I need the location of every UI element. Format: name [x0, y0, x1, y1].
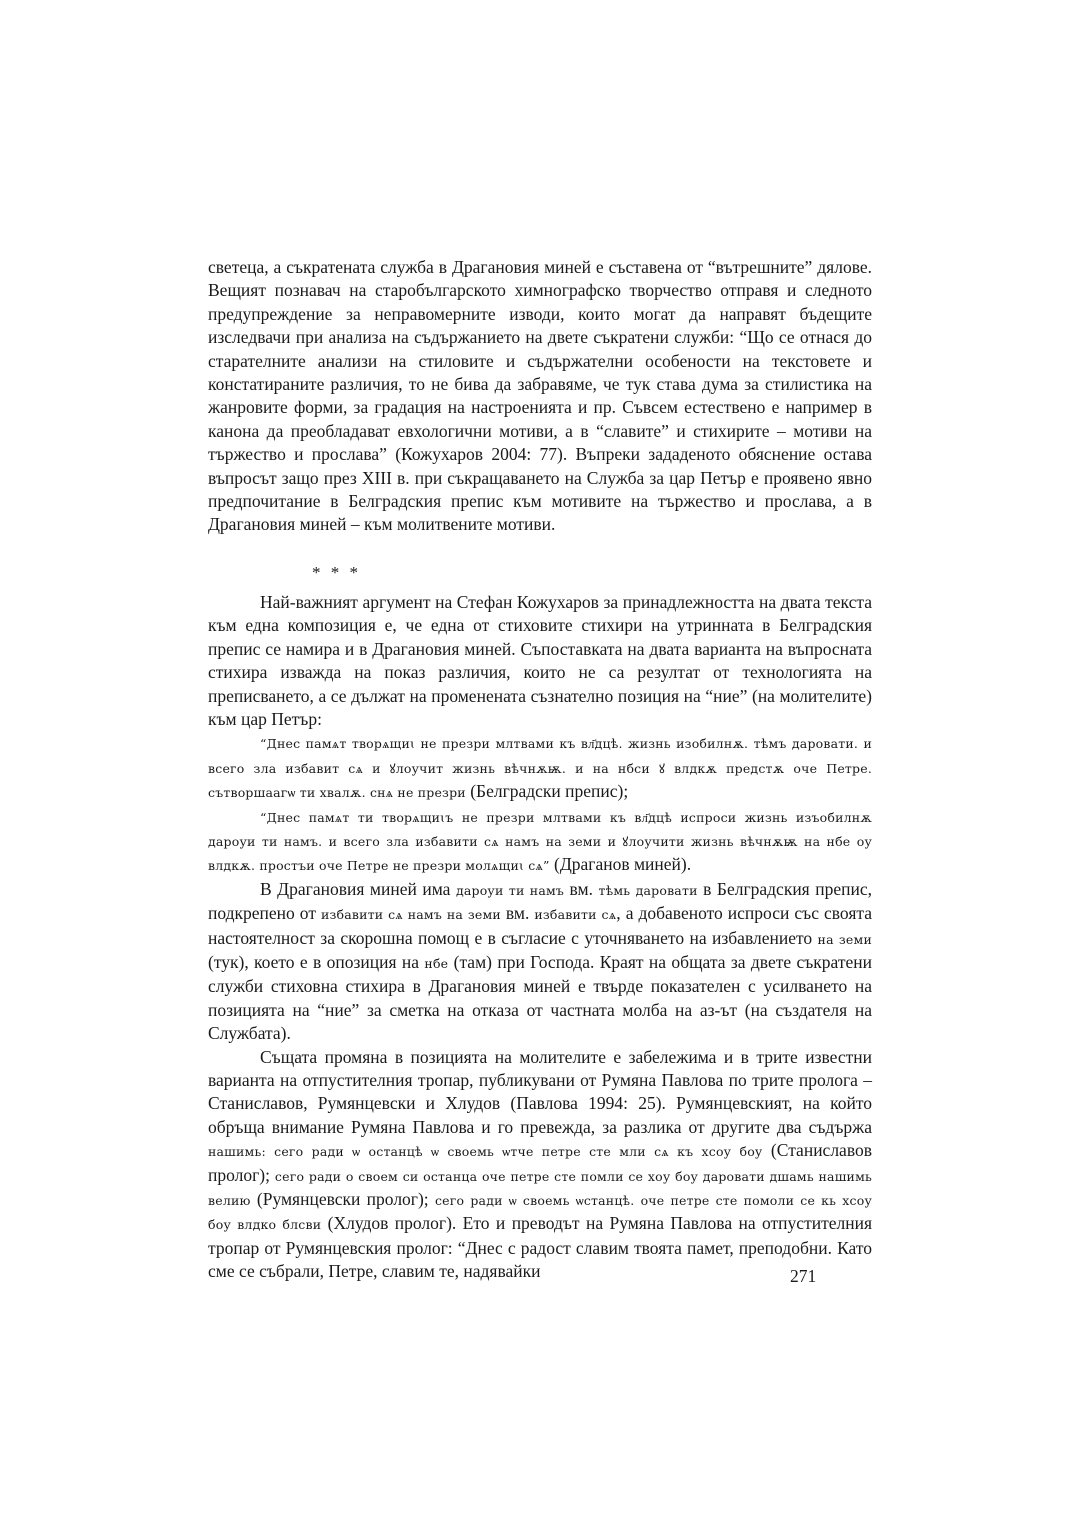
citation-belgrade-slavonic: “Днес памѧт творѧщиꙇ не презри млтвами къ вл҃дцѣ. жизнь изобилнѫ. тѣмъ даровати. и всего зла избавит сѧ и ꙋлоучит жизнь вѣчнѫѭ. и на нбси ꙋ влдкѫ предстѫ оче Петре. сътворшаагѡ ти хвалѫ. снѧ не презри: [208, 736, 872, 801]
text-run: Същата промяна в позицията на молителите е забележима и в трите известни варианта на отпустителния тропар, публикувани от Румяна Павлова по трите пролога – Станиславов, Румянцевски и Хлудов (Павлова 1994: 25). Румянцевският, на който обръща внимание Румяна Павлова и го превежда, за разлика от другите два съдържа: [208, 1046, 872, 1137]
citation-draganov-slavonic: “Днес памѧт ти творѧщиꙇъ не презри млтвами къ вл҃дцѣ испроси жизнь изъобилнѫ дароуи ти намъ. и всего зла избавити сѧ намъ на земи и ꙋлоучити жизнь вѣчнѫѭ на нбе оу влдкѫ. простъи оче Петре не презри молѧщиꙇ сѧ”: [208, 809, 872, 874]
slavonic-quote: на земи: [817, 931, 872, 947]
paragraph-2: Най-важният аргумент на Стефан Кожухаров за принадлежността на двата текста към една композиция е, че една от стиховите стихири на утринната в Белградския препис се намира и в Драгановия миней. Съпоставката на двата варианта на въпросната стихира изважда на показ различия, които не са резултат от технологията на преписването, а се дължат на променената съзнателно позиция на “ние” (на молителите) към цар Петър:: [208, 591, 872, 729]
text-run: (Станиславов пролог);: [208, 1140, 872, 1185]
text-run: , а добавеното испроси със своята настоятелност за скорошна помощ е в съгласие с уточняването на избавлението: [208, 903, 872, 948]
paragraph-4: [208, 1046, 872, 1284]
citation-draganov-source: (Драганов миней).: [549, 854, 692, 875]
text-run: В Драгановия миней има: [260, 878, 456, 899]
paragraph-1: светеца, а съкратената служба в Драгановия миней е съставена от “вътрешните” дялове. Вещият познавач на старобългарското химнографско творчество отправя и следното предупреждение за неправомерните изводи, които могат да направят бъдещите изследвачи при анализа на съдържанието на двете съкратени служби: “Що се отнася до старателните анализи на стиловите и съдържателни особености на текстовете и констатираните различия, то не бива да забравяме, че тук става дума за стилистика на жанровите форми, за градация на настроенията и пр. Съвсем естествено е например в канона да преобладават евхологични мотиви, а в “славите” и стихирите – мотиви на тържество и прослава” (Кожухаров 2004: 77). Въпреки зададеното обяснение остава въпросът защо през XIII в. при съкращаването на Служба за цар Петър е проявено явно предпочитание в Белградския препис към мотивите на тържество и прослава, а в Драгановия миней – към молитвените мотиви.: [208, 257, 872, 535]
text-run: вм.: [500, 903, 535, 924]
citation-belgrade-source: (Белградски препис);: [465, 781, 629, 802]
slavonic-quote: нбе: [424, 955, 449, 971]
slavonic-quote: дароуи ти намъ: [455, 882, 565, 898]
text-run: вм.: [564, 878, 599, 899]
paragraph-3: [208, 878, 872, 1046]
text-run: в Белградския препис, подкрепено от: [208, 878, 872, 924]
slavonic-quote: сего ради ѡ своемь ѡстанцѣ. оче петре сте помоли се кь хсоу боу влдко блсви: [208, 1193, 872, 1233]
text-run: (там) при Господа. Краят на общата за двете съкратени служби стиховна стихира в Драгановия миней е твърде показателен с усилването на позицията на “ние” за сметка на отказа от частната молба на аз-ът (на създателя на Службата).: [208, 951, 873, 1044]
slavonic-quote: сего ради о своем си останца оче петре сте помли се хоу боу даровати дшамь нашимь велию: [208, 1168, 872, 1209]
citation-belgrade: [208, 731, 872, 804]
page-body: [208, 256, 872, 1284]
text-run: (Румянцевски пролог);: [250, 1189, 435, 1210]
section-separator: * * *: [312, 562, 361, 582]
page-number: 271: [790, 1266, 817, 1286]
text-run: (Хлудов пролог). Ето и преводът на Румяна Павлова на отпустителния тропар от Румянцевския пролог: “Днес с радост славим твоята памет, преподобни. Като сме се събрали, Петре, славим те, надявайки: [208, 1213, 873, 1282]
citation-draganov: [208, 805, 872, 878]
slavonic-quote: тѣмь даровати: [598, 882, 698, 898]
slavonic-quote: избавити сѧ: [534, 907, 617, 923]
slavonic-quote: нашимь: сего ради ѡ останцѣ ѡ своемь ѡтче петре сте мли сѧ къ хсоу боу: [208, 1144, 763, 1160]
text-run: (тук), което е в опозиция на: [208, 951, 425, 972]
slavonic-quote: избавити сѧ намъ на земи: [321, 907, 501, 923]
